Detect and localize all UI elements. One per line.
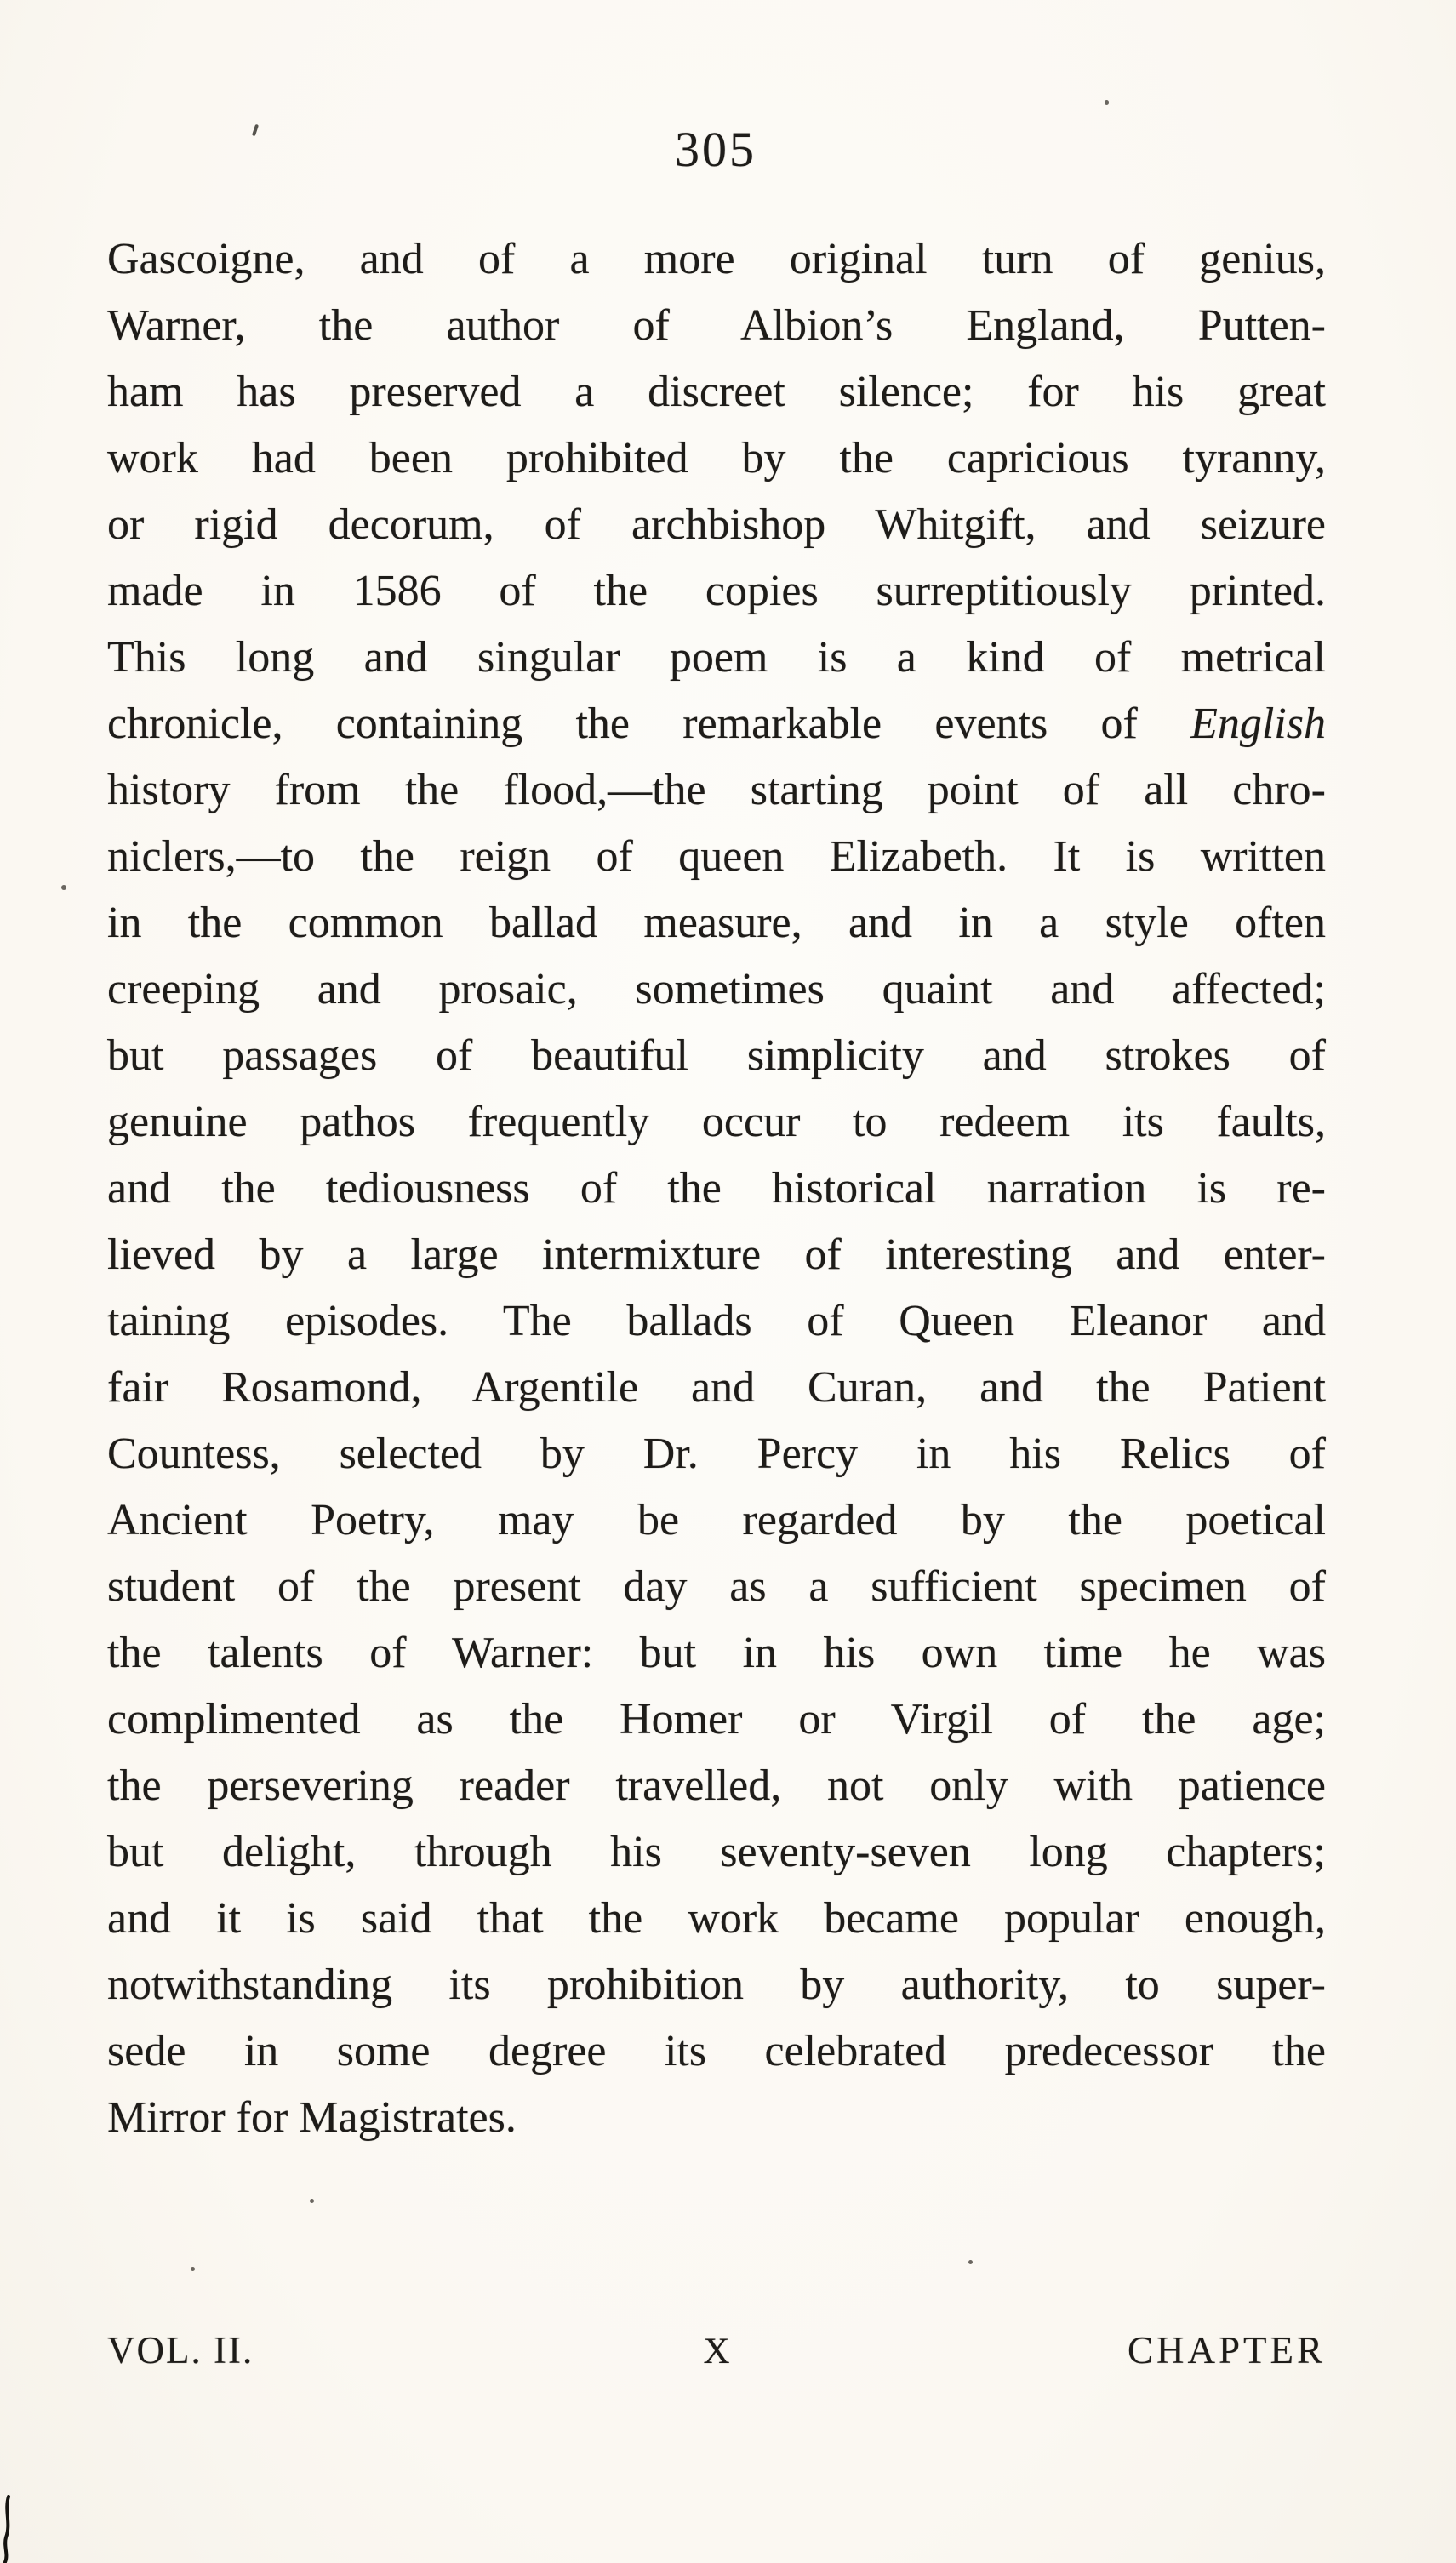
text-line: genuine pathos frequently occur to redeem its faults,	[107, 1098, 1326, 1146]
text-line: Warner, the author of Albion’s England, Putten-	[107, 301, 1326, 350]
text-line: the talents of Warner: but in his own time he was	[107, 1629, 1326, 1677]
text-line: work had been prohibited by the capricious tyranny,	[107, 434, 1326, 482]
ink-blot-mark	[0, 2495, 26, 2563]
page-footer	[107, 2328, 1326, 2372]
catchword-label: CHAPTER	[1127, 2329, 1326, 2372]
text-line: notwithstanding its prohibition by authority, to super-	[107, 1961, 1326, 2009]
text-line: This long and singular poem is a kind of metrical	[107, 633, 1326, 682]
text-line: taining episodes. The ballads of Queen Eleanor and	[107, 1297, 1326, 1345]
text-line: the persevering reader travelled, not only with patience	[107, 1761, 1326, 1810]
text-line: and it is said that the work became popular enough,	[107, 1894, 1326, 1943]
text-line: chronicle, containing the remarkable events of English	[107, 699, 1326, 748]
text-line: lieved by a large intermixture of interesting and enter-	[107, 1230, 1326, 1279]
text-line: Countess, selected by Dr. Percy in his Relics of	[107, 1430, 1326, 1478]
page-text	[107, 226, 1326, 2151]
text-line: Ancient Poetry, may be regarded by the poetical	[107, 1496, 1326, 1544]
scan-speck	[310, 2199, 314, 2203]
text-line: fair Rosamond, Argentile and Curan, and the Patient	[107, 1363, 1326, 1412]
scan-speck	[61, 885, 66, 890]
text-line: complimented as the Homer or Virgil of the age;	[107, 1695, 1326, 1744]
signature-mark: X	[703, 2332, 730, 2372]
text-line: in the common ballad measure, and in a style often	[107, 899, 1326, 947]
text-line: but passages of beautiful simplicity and strokes of	[107, 1031, 1326, 1080]
scan-speck	[191, 2267, 195, 2271]
text-line: niclers,—to the reign of queen Elizabeth. It is written	[107, 832, 1326, 881]
volume-label: VOL. II.	[107, 2329, 254, 2372]
text-line: history from the flood,—the starting point of all chro-	[107, 766, 1326, 814]
text-line: ham has preserved a discreet silence; for his great	[107, 368, 1326, 416]
scan-speck	[1105, 100, 1109, 105]
text-line: made in 1586 of the copies surreptitiously printed.	[107, 567, 1326, 615]
text-line: and the tediousness of the historical narration is re-	[107, 1164, 1326, 1213]
text-line: student of the present day as a sufficient specimen of	[107, 1562, 1326, 1611]
text-line: sede in some degree its celebrated predecessor the	[107, 2027, 1326, 2075]
text-line: or rigid decorum, of archbishop Whitgift, and seizure	[107, 500, 1326, 549]
page-number: 305	[675, 122, 757, 177]
text-line: Gascoigne, and of a more original turn of genius,	[107, 235, 1326, 283]
text-line: creeping and prosaic, sometimes quaint and affected;	[107, 965, 1326, 1013]
scan-speck	[968, 2260, 973, 2264]
text-line: but delight, through his seventy-seven long chapters;	[107, 1828, 1326, 1876]
text-line: Mirror for Magistrates.	[107, 2093, 517, 2142]
